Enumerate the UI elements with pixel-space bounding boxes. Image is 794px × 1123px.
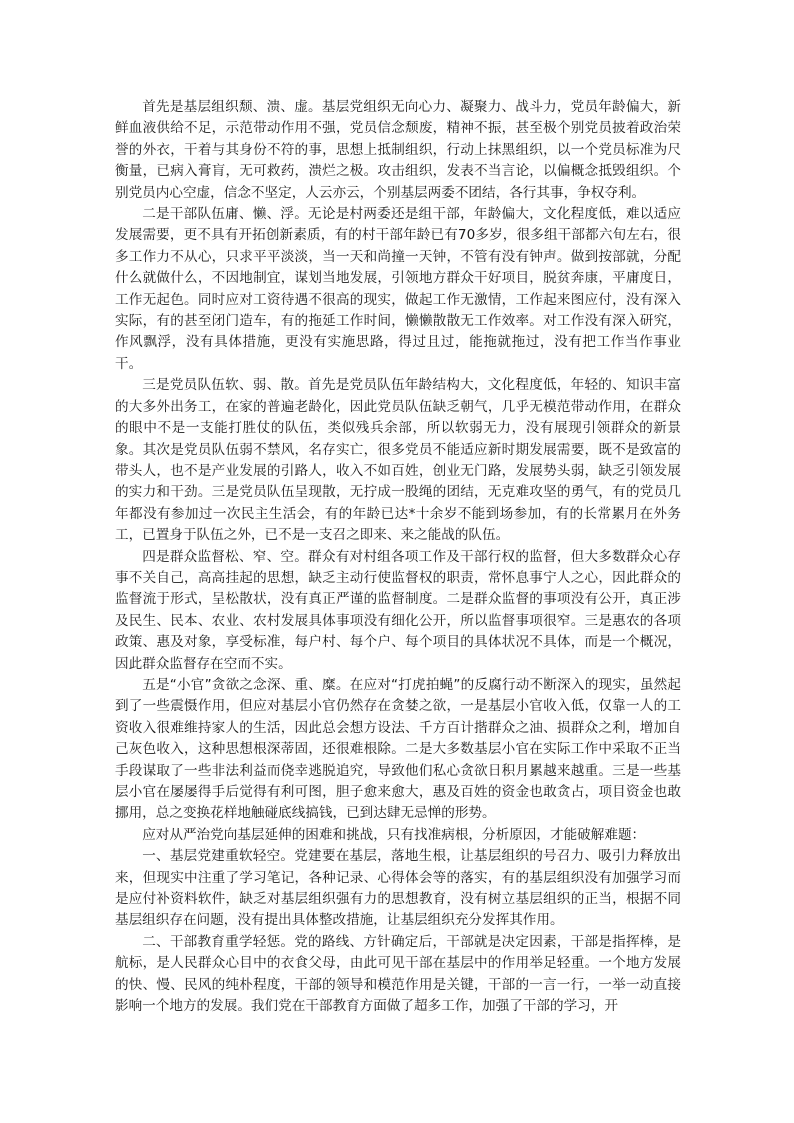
paragraph-response-intro: 应对从严治党向基层延伸的困难和挑战，只有找准病根，分析原因，才能破解难题： xyxy=(142,826,646,843)
paragraph-party-member-team: 三是党员队伍软、弱、散。首先是党员队伍年龄结构大，文化程度低，年轻的、知识丰富的大多外出务工，在家的普遍老龄化，因此党员队伍缺乏朝气，几乎无模范带动作用，在群众的眼中不是一支能打胜仗的队伍，类似残兵余部，所以软弱无力，没有展现引领群众的新景象。其次是党员队伍弱不禁风，名存实亡，很多党员不能适应新时期发展需要，既不是致富的带头人，也不是产业发展的引路人，收入不如百姓，创业无门路，发展势头弱，缺乏引领发展的实力和干劲。三是党员队伍呈现散，无拧成一股绳的团结，无克难攻坚的勇气，有的党员几年都没有参加过一次民主生活会，有的年龄已达*十余岁不能到场参加，有的长常累月在外务工，已置身于队伍之外，已不是一支召之即来、来之能战的队伍。 xyxy=(115,377,681,544)
paragraph-cadre-education: 二、干部教育重学轻惩。党的路线、方针确定后，干部就是决定因素，干部是指挥棒，是航标，是人民群众心目中的衣食父母，由此可见干部在基层中的作用举足轻重。一个地方发展的快、慢、民风的纯朴程度，干部的领导和模范作用是关键，干部的一言一行，一举一动直接影响一个地方的发展。我们党在干部教育方面做了超多工作，加强了干部的学习，开 xyxy=(115,933,681,1015)
paragraph-mass-supervision: 四是群众监督松、窄、空。群众有对村组各项工作及干部行权的监督，但大多数群众心存事不关自己，高高挂起的思想，缺乏主动行使监督权的职责，常怀息事宁人之心，因此群众的监督流于形式，呈松散状，没有真正严谨的监督制度。二是群众监督的事项没有公开，真正涉及民生、民本、农业、农村发展具体事项没有细化公开，所以监督事项很窄。三是惠农的各项政策、惠及对象，享受标准，每户村、每个户、每个项目的具体状况不具体，而是一个概况，因此群众监督存在空而不实。 xyxy=(115,548,681,672)
paragraph-grassroots-organization: 首先是基层组织颓、溃、虚。基层党组织无向心力、凝聚力、战斗力，党员年龄偏大，新鲜血液供给不足，示范带动作用不强，党员信念颓废，精神不振，甚至极个别党员披着政治荣誉的外衣，干着与其身份不符的事，思想上抵制组织，行动上抹黑组织，以一个党员标准为尺衡量，已病入膏肓，无可救药，溃烂之极。攻击组织，发表不当言论，以偏概念抵毁组织。个别党员内心空虚，信念不坚定，人云亦云，个别基层两委不团结，各行其事，争权夺利。 xyxy=(115,99,681,201)
document-page xyxy=(115,97,681,1017)
paragraph-party-building: 一、基层党建重软轻空。党建要在基层，落地生根，让基层组织的号召力、吸引力释放出来，但现实中注重了学习笔记，各种记录、心得体会等的落实，有的基层组织没有加强学习而是应付补资料软件，缺乏对基层组织强有力的思想教育，没有树立基层组织的正当，根据不同基层组织存在问题，没有提出具体整改措施，让基层组织充分发挥其作用。 xyxy=(115,848,681,929)
paragraph-petty-officials: 五是“小官”贪欲之念深、重、糜。在应对“打虎拍蝇”的反腐行动不断深入的现实，虽然起到了一些震慑作用，但应对基层小官仍然存在贪婪之欲，一是基层小官收入低，仅靠一人的工资收入很难维持家人的生活，因此总会想方设法、千方百计揩群众之油、损群众之利，增加自己灰色收入，这种思想根深蒂固，还很难根除。二是大多数基层小官在实际工作中采取不正当手段谋取了一些非法利益而侥幸逃脱追究，导致他们私心贪欲日积月累越来越重。三是一些基层小官在屡屡得手后觉得有利可图，胆子愈来愈大，惠及百姓的资金也敢贪占，项目资金也敢挪用，总之变换花样地触碰底线搞钱，已到达肆无忌惮的形势。 xyxy=(115,676,681,822)
paragraph-cadre-team: 二是干部队伍庸、懒、浮。无论是村两委还是组干部，年龄偏大，文化程度低，难以适应发展需要，更不具有开拓创新素质，有的村干部年龄已有70多岁，很多组干部都六旬左右，很多工作力不从心，只求平平淡淡，当一天和尚撞一天钟，不管有没有钟声。做到按部就，分配什么就做什么，不因地制宜，谋划当地发展，引领地方群众干好项目，脱贫奔康，平庸度日，工作无起色。同时应对工资待遇不很高的现实，做起工作无激情，工作起来图应付，没有深入实际，有的甚至闭门造车，有的拖延工作时间，懒懒散散无工作效率。对工作没有深入研究，作风飘浮，没有具体措施，更没有实施思路，得过且过，能拖就拖过，没有把工作当作事业干。 xyxy=(115,206,681,372)
